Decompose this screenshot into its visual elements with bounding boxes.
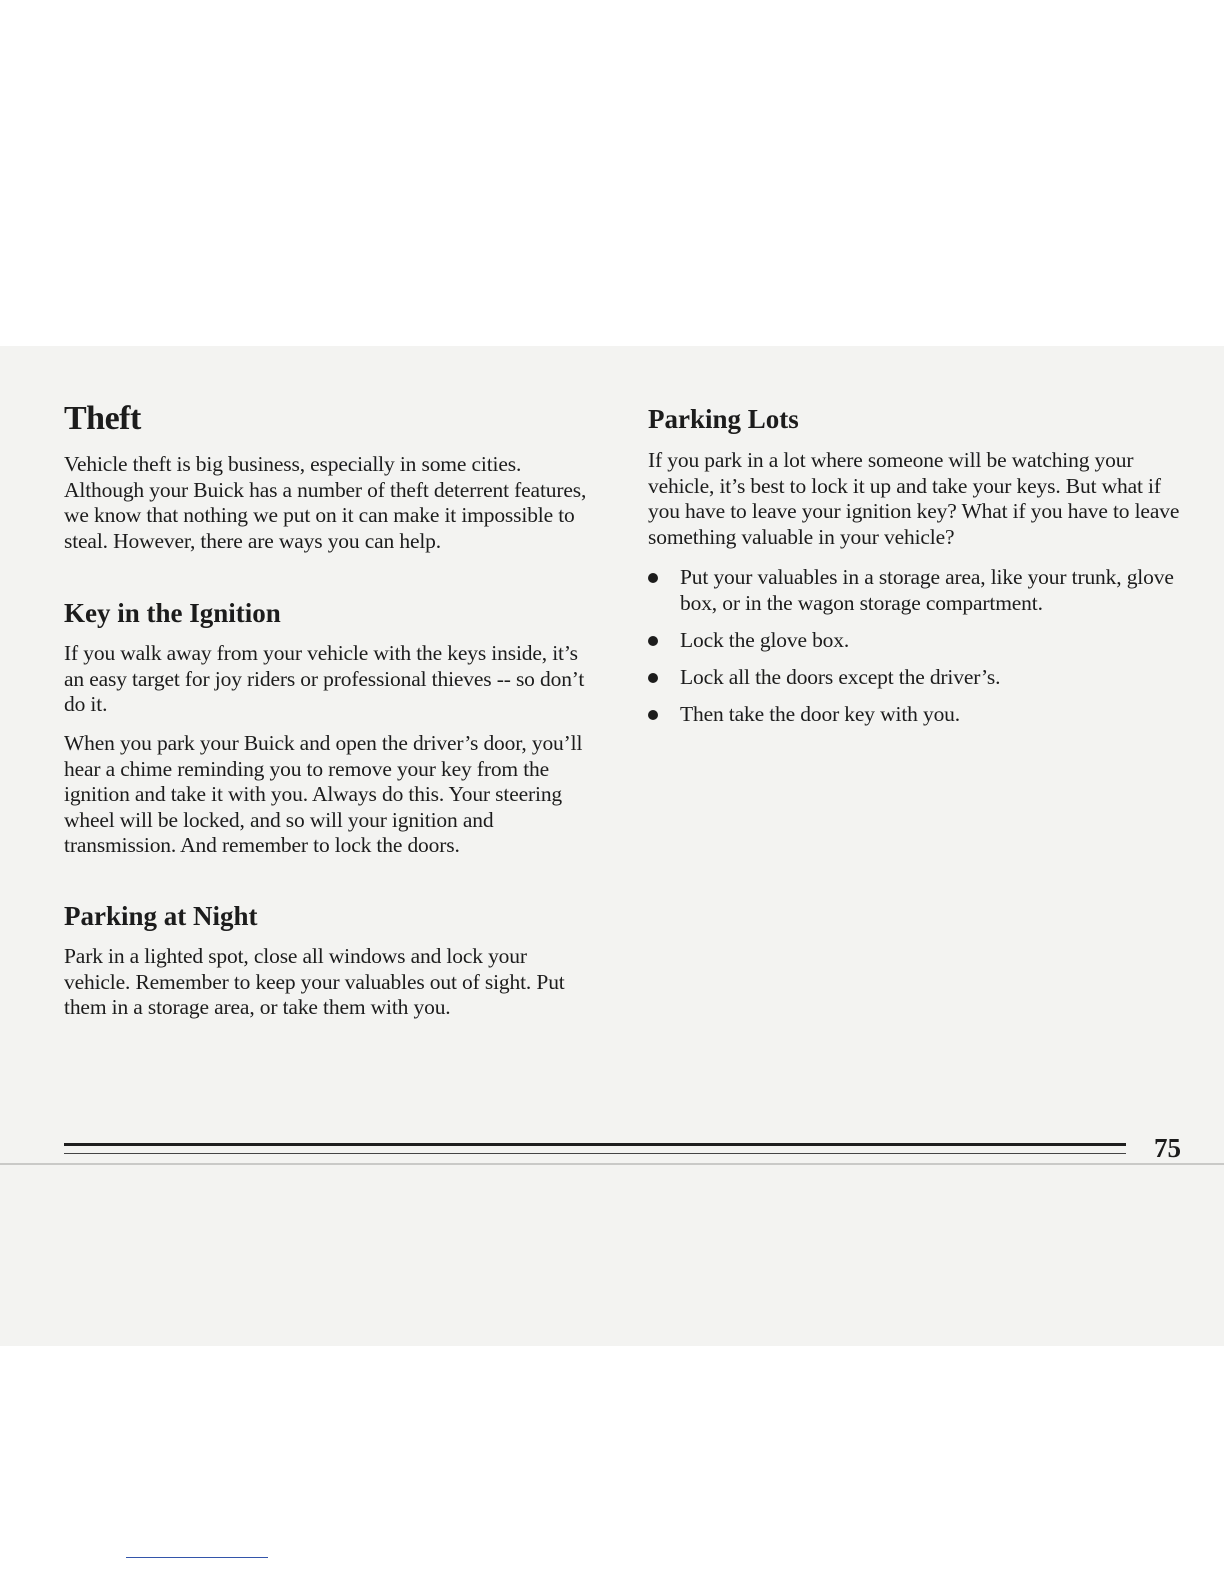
lots-paragraph: If you park in a lot where someone will be watching your vehicle, it’s best to lock it up and take your keys. But what if you have to leave your ignition key? What if you have to leave something valuable in your vehicle? bbox=[648, 448, 1180, 549]
bullet-icon bbox=[648, 673, 658, 683]
section-title-theft: Theft bbox=[64, 400, 141, 437]
link-underline bbox=[126, 1557, 268, 1558]
scan-edge-line bbox=[0, 1163, 1224, 1165]
key-paragraph-1: If you walk away from your vehicle with the keys inside, it’s an easy target for joy riders or professional thieves -- so don’t do it. bbox=[64, 641, 585, 717]
bullet-icon bbox=[648, 710, 658, 720]
list-item: Lock the glove box. bbox=[648, 628, 1193, 654]
list-item: Put your valuables in a storage area, like your trunk, glove box, or in the wagon storage compartment. bbox=[648, 565, 1193, 616]
heading-parking-lots: Parking Lots bbox=[648, 404, 799, 434]
theft-paragraph: Vehicle theft is big business, especially in some cities. Although your Buick has a number of theft deterrent features, we know that nothing we put on it can make it impossible to steal. However, there are ways you can help. bbox=[64, 452, 587, 553]
bullet-icon bbox=[648, 573, 658, 583]
page-number: 75 bbox=[1154, 1133, 1181, 1163]
heading-parking-at-night: Parking at Night bbox=[64, 901, 258, 931]
footer-rule-thin bbox=[64, 1153, 1126, 1154]
list-item: Lock all the doors except the driver’s. bbox=[648, 665, 1193, 691]
parking-lots-bullet-list bbox=[648, 565, 1193, 739]
footer-rule-thick bbox=[64, 1143, 1126, 1146]
heading-key-in-ignition: Key in the Ignition bbox=[64, 598, 281, 628]
list-item: Then take the door key with you. bbox=[648, 702, 1193, 728]
bullet-icon bbox=[648, 636, 658, 646]
night-paragraph: Park in a lighted spot, close all windows and lock your vehicle. Remember to keep your valuables out of sight. Put them in a storage area, or take them with you. bbox=[64, 944, 565, 1020]
key-paragraph-2: When you park your Buick and open the driver’s door, you’ll hear a chime reminding you to remove your key from the ignition and take it with you. Always do this. Your steering wheel will be locked, and so will your ignition and transmission. And remember to lock the doors. bbox=[64, 731, 583, 858]
